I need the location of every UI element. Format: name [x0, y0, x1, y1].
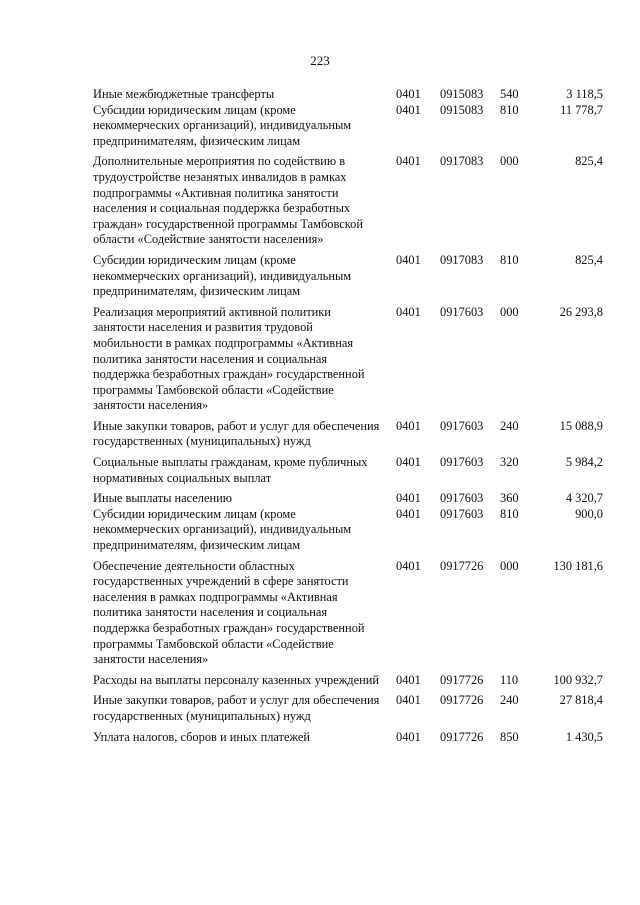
row-target-article: 0917603 — [440, 304, 484, 319]
row-target-article: 0915083 — [440, 87, 484, 101]
row-target-article: 0917726 — [440, 672, 484, 687]
row-amount: 825,4 — [575, 252, 603, 267]
row-name: Социальные выплаты гражданам, кроме публичных нормативных социальных выплат — [93, 455, 368, 485]
row-section-code: 0401 — [396, 729, 421, 744]
row-expense-type: 810 — [500, 102, 519, 117]
row-name: Субсидии юридическим лицам (кроме некоммерческих организаций), индивидуальным предпринимателям, физическим лицам — [93, 102, 352, 148]
row-section-code: 0401 — [396, 672, 421, 687]
row-amount: 5 984,2 — [565, 455, 603, 470]
table-row — [93, 559, 603, 668]
table-row — [93, 305, 603, 414]
row-target-article: 0917603 — [440, 491, 484, 506]
row-amount: 26 293,8 — [559, 304, 603, 319]
table-row — [93, 253, 603, 300]
row-section-code: 0401 — [396, 304, 421, 319]
row-name: Иные межбюджетные трансферты — [93, 87, 275, 101]
row-expense-type: 240 — [500, 418, 519, 433]
row-expense-type: 110 — [500, 672, 519, 687]
page-number: 223 — [310, 53, 330, 68]
table-row — [93, 491, 603, 507]
row-expense-type: 320 — [500, 455, 519, 470]
row-section-code: 0401 — [396, 491, 421, 506]
row-target-article: 0915083 — [440, 102, 484, 117]
row-name: Дополнительные мероприятия по содействию в трудоустройстве незанятых инвалидов в рамках подпрограммы «Активная политика занятости населения и социальная поддержка безработных граждан» государственной программы Тамбовской области «Содействие занятости населения» — [93, 154, 363, 247]
row-section-code: 0401 — [396, 455, 421, 470]
row-expense-type: 000 — [500, 154, 519, 169]
row-section-code: 0401 — [396, 693, 421, 708]
row-expense-type: 000 — [500, 304, 519, 319]
row-target-article: 0917083 — [440, 252, 484, 267]
row-expense-type: 540 — [500, 87, 519, 101]
table-row — [93, 730, 603, 746]
row-expense-type: 810 — [500, 252, 519, 267]
table-row — [93, 103, 603, 150]
row-section-code: 0401 — [396, 558, 421, 573]
row-name: Расходы на выплаты персоналу казенных учреждений — [93, 672, 379, 687]
table-row — [93, 154, 603, 248]
row-target-article: 0917603 — [440, 506, 484, 521]
table-row — [93, 455, 603, 486]
row-name: Иные закупки товаров, работ и услуг для обеспечения государственных (муниципальных) нужд — [93, 418, 380, 449]
row-section-code: 0401 — [396, 252, 421, 267]
row-section-code: 0401 — [396, 154, 421, 169]
row-name: Реализация мероприятий активной политики занятости населения и развития трудовой мобильности в рамках подпрограммы «Активная политика занятости населения и социальная поддержка безработных граждан» государственной программы Тамбовской области «Содействие занятости населения» — [93, 304, 365, 413]
row-amount: 900,0 — [575, 506, 603, 521]
row-target-article: 0917083 — [440, 154, 484, 169]
row-expense-type: 850 — [500, 729, 519, 744]
row-name: Иные закупки товаров, работ и услуг для обеспечения государственных (муниципальных) нужд — [93, 693, 380, 723]
table-row — [93, 507, 603, 554]
row-amount: 11 778,7 — [560, 102, 603, 117]
row-target-article: 0917603 — [440, 418, 484, 433]
row-amount: 3 118,5 — [566, 87, 603, 101]
row-name: Уплата налогов, сборов и иных платежей — [93, 729, 311, 744]
row-target-article: 0917726 — [440, 558, 484, 573]
row-amount: 825,4 — [575, 154, 603, 169]
table-row — [93, 673, 603, 689]
row-amount: 27 818,4 — [559, 693, 603, 708]
row-amount: 100 932,7 — [553, 672, 603, 687]
row-amount: 130 181,6 — [553, 558, 603, 573]
table-row — [93, 693, 603, 724]
table-row — [93, 87, 603, 103]
row-target-article: 0917726 — [440, 729, 484, 744]
table-row — [93, 419, 603, 450]
row-section-code: 0401 — [396, 506, 421, 521]
row-expense-type: 360 — [500, 491, 519, 506]
row-section-code: 0401 — [396, 418, 421, 433]
row-target-article: 0917726 — [440, 693, 484, 708]
row-expense-type: 810 — [500, 506, 519, 521]
row-expense-type: 240 — [500, 693, 519, 708]
row-name: Иные выплаты населению — [93, 491, 232, 506]
row-name: Субсидии юридическим лицам (кроме некоммерческих организаций), индивидуальным предпринимателям, физическим лицам — [93, 252, 352, 299]
row-name: Субсидии юридическим лицам (кроме некоммерческих организаций), индивидуальным предпринимателям, физическим лицам — [93, 506, 352, 553]
row-amount: 1 430,5 — [565, 729, 603, 744]
row-amount: 15 088,9 — [559, 418, 603, 433]
row-expense-type: 000 — [500, 558, 519, 573]
row-section-code: 0401 — [396, 87, 421, 101]
budget-table — [93, 87, 603, 750]
row-amount: 4 320,7 — [565, 491, 603, 506]
row-name: Обеспечение деятельности областных государственных учреждений в сфере занятости населения в рамках подпрограммы «Активная политика занятости населения и социальная поддержка безработных граждан» государственной программы Тамбовской области «Содействие занятости населения» — [93, 558, 365, 667]
row-section-code: 0401 — [396, 102, 421, 117]
row-target-article: 0917603 — [440, 455, 484, 470]
